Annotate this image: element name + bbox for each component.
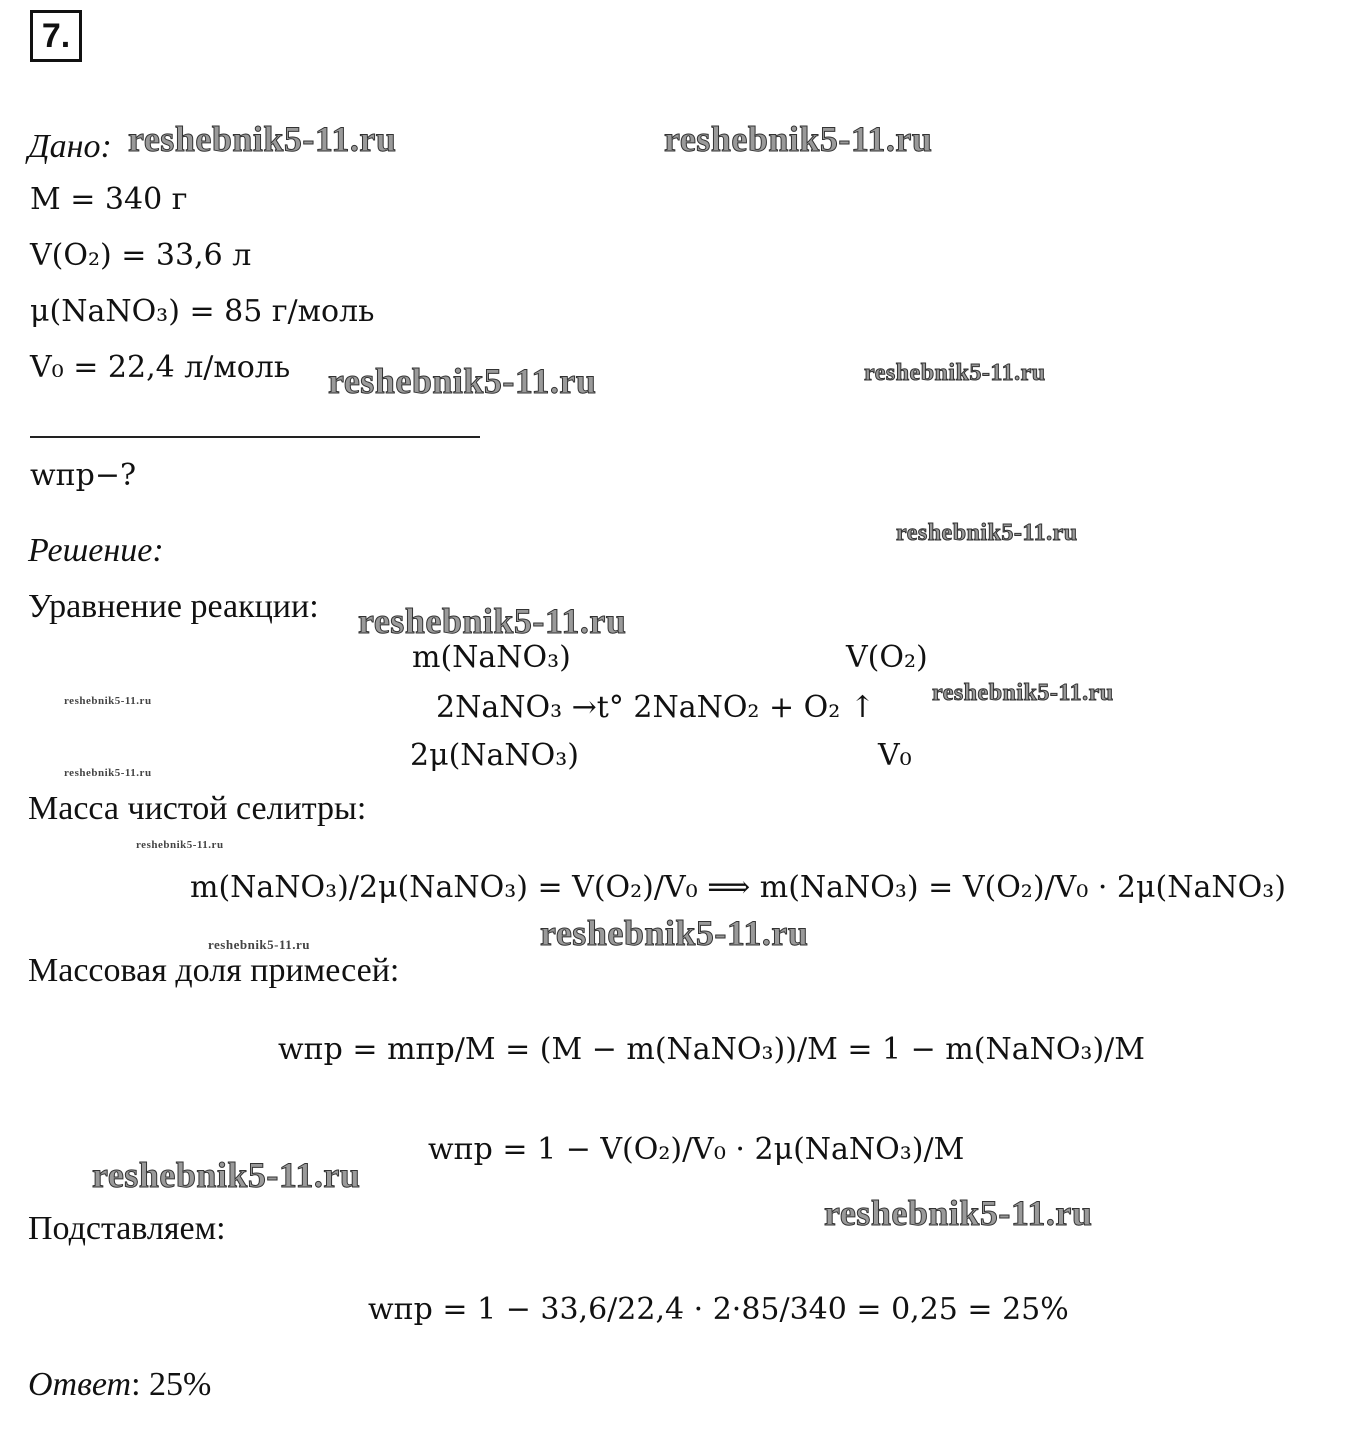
answer-label: Ответ	[28, 1366, 132, 1403]
watermark: reshebnik5-11.ru	[864, 360, 1046, 386]
solution-label: Решение:	[28, 532, 164, 569]
substitute-heading: Подставляем:	[28, 1210, 226, 1247]
answer	[28, 1366, 211, 1404]
impurity-formula-1: wпр = mпр/M = (M − m(NaNO₃))/M = 1 − m(NaNO₃)/M	[278, 1032, 1145, 1067]
reaction-above-right: V(O₂)	[846, 640, 928, 675]
substitute-formula: wпр = 1 − 33,6/22,4 · 2·85/340 = 0,25 = 25%	[368, 1292, 1069, 1327]
divider	[30, 436, 480, 438]
watermark: reshebnik5-11.ru	[896, 520, 1078, 546]
problem-number: 7.	[30, 10, 82, 62]
given-line: V₀ = 22,4 л/моль	[30, 350, 291, 385]
watermark: reshebnik5-11.ru	[128, 119, 397, 159]
pure-mass-heading: Масса чистой селитры:	[28, 790, 367, 827]
watermark: reshebnik5-11.ru	[358, 601, 627, 641]
watermark: reshebnik5-11.ru	[208, 937, 311, 952]
watermark: reshebnik5-11.ru	[136, 839, 224, 851]
impurity-formula-2: wпр = 1 − V(O₂)/V₀ · 2μ(NaNO₃)/M	[428, 1132, 965, 1167]
reaction-below-right: V₀	[878, 738, 912, 773]
impurity-heading: Массовая доля примесей:	[28, 952, 400, 989]
given-line: μ(NaNO₃) = 85 г/моль	[30, 294, 375, 329]
pure-mass-formula: m(NaNO₃)/2μ(NaNO₃) = V(O₂)/V₀ ⟹ m(NaNO₃) = V(O₂)/V₀ · 2μ(NaNO₃)	[190, 870, 1286, 905]
reaction-heading: Уравнение реакции:	[28, 588, 319, 625]
watermark: reshebnik5-11.ru	[92, 1155, 361, 1195]
given-label: Дано:	[28, 128, 112, 165]
watermark: reshebnik5-11.ru	[932, 680, 1114, 706]
reaction-above-left: m(NaNO₃)	[412, 640, 571, 675]
watermark: reshebnik5-11.ru	[328, 361, 597, 401]
watermark: reshebnik5-11.ru	[64, 767, 152, 779]
watermark: reshebnik5-11.ru	[64, 695, 152, 707]
watermark: reshebnik5-11.ru	[824, 1193, 1093, 1233]
find-line: wпр−?	[30, 458, 137, 493]
watermark: reshebnik5-11.ru	[664, 119, 933, 159]
given-line: V(O₂) = 33,6 л	[30, 238, 252, 273]
given-line: M = 340 г	[30, 182, 188, 217]
answer-value: : 25%	[131, 1366, 212, 1403]
reaction-equation: 2NaNO₃ →t° 2NaNO₂ + O₂ ↑	[436, 690, 875, 725]
watermark: reshebnik5-11.ru	[540, 913, 809, 953]
reaction-below-left: 2μ(NaNO₃)	[410, 738, 579, 773]
